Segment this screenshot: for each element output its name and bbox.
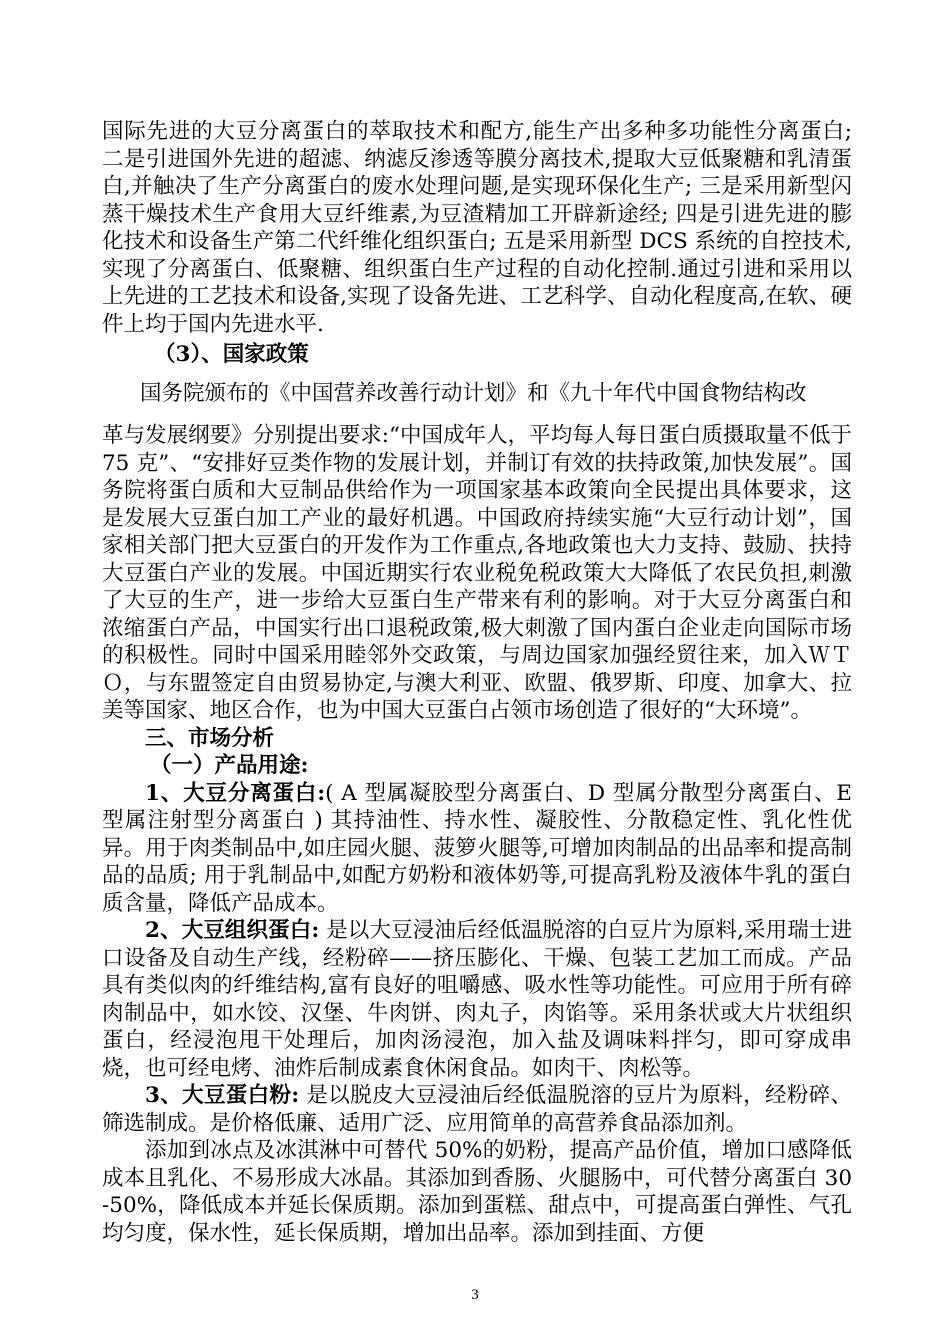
policy-paragraph-first-line: 国务院颁布的《中国营养改善行动计划》和《九十年代中国食物结构改 [140,381,807,406]
item-soy-isolate [102,780,852,918]
policy-paragraph: 革与发展纲要》分别提出要求:“中国成年人，平均每人每日蛋白质摄取量不低于 75 克”、“安排好豆类作物的发展计划，并制订有效的扶持政策,加快发展”。国务院将蛋白质和大豆制品供给作为一项国家基本政策向全民提出具体要求，这是发展大豆蛋白加工产业的最好机遇。中国政府持续实施“大豆行动计划”，国家相关部门把大豆蛋白的开发作为工作重点,各地政策也大力支持、鼓励、扶持大豆蛋白产业的发展。中国近期实行农业税免税政策大大降低了农民负担,刺激了大豆的生产，进一步给大豆蛋白生产带来有利的影响。对于大豆分离蛋白和浓缩蛋白产品，中国实行出口退税政策,极大刺激了国内蛋白企业走向国际市场的积极性。同时中国采用睦邻外交政策，与周边国家加强经贸往来，加入ＷＴＯ，与东盟签定自由贸易协定,与澳大利亚、欧盟、俄罗斯、印度、加拿大、拉美等国家、地区合作，也为中国大豆蛋白占领市场创造了很好的“大环境”。 [102,423,852,723]
document-body [102,118,852,1247]
heading-product-usage: （一）产品用途: [150,753,309,778]
intro-paragraph: 国际先进的大豆分离蛋白的萃取技术和配方,能生产出多种多功能性分离蛋白; 二是引进国外先进的超滤、纳滤反渗透等膜分离技术,提取大豆低聚糖和乳清蛋白,并触决了生产分离蛋白的废水处理问题,是实现环保化生产; 三是采用新型闪蒸干燥技术生产食用大豆纤维素,为豆渣精加工开辟新途经; 四是引进先进的膨化技术和设备生产第二代纤维化组织蛋白; 五是采用新型 DCS 系统的自控技术,实现了分离蛋白、低聚糖、组织蛋白生产过程的自动化控制.通过引进和采用以上先进的工艺技术和设备,实现了设备先进、工艺科学、自动化程度高,在软、硬件上均于国内先进水平. [102,119,852,337]
item-textured-protein [102,917,852,1082]
item-protein-powder [102,1082,852,1137]
item-protein-powder-lead: 3、大豆蛋白粉: [145,1083,300,1108]
page-number: 3 [471,1287,479,1303]
item-protein-powder-text: 是以脱皮大豆浸油后经低温脱溶的豆片为原料，经粉碎、筛选制成。是价格低廉、适用广泛、应用简单的高营养食品添加剂。 [102,1083,852,1136]
heading-national-policy: （3）、国家政策 [154,342,309,367]
item-textured-protein-text: 是以大豆浸油后经低温脱溶的白豆片为原料,采用瑞士进口设备及自动生产线，经粉碎——挤压膨化、干燥、包装工艺加工而成。产品具有类似肉的纤维结构,富有良好的咀嚼感、吸水性等功能性。可应用于所有碎肉制品中，如水饺、汉堡、牛肉饼、肉丸子，肉馅等。采用条状或大片状组织蛋白，经浸泡甩干处理后，加肉汤浸泡，加入盐及调味料拌匀，即可穿成串烧，也可经电烤、油炸后制成素食休闲食品。如肉干、肉松等。 [102,918,853,1081]
item-soy-isolate-text: ( A 型属凝胶型分离蛋白、D 型属分散型分离蛋白、E 型属注射型分离蛋白 ) 其持油性、持水性、凝胶性、分散稳定性、乳化性优异。用于肉类制品中,如庄园火腿、菠箩火腿等,可增加肉制品的出品率和提高制品的品质; 用于乳制品中,如配方奶粉和液体奶等,可提高乳粉及液体牛乳的蛋白质含量，降低产品成本。 [102,780,852,916]
final-paragraph: 添加到冰点及冰淇淋中可替代 50%的奶粉，提高产品价值，增加口感降低成本且乳化、不易形成大冰晶。其添加到香肠、火腿肠中，可代替分离蛋白 30-50%，降低成本并延长保质期。添加到蛋糕、甜点中，可提高蛋白弹性、气孔均匀度，保水性，延长保质期，增加出品率。添加到挂面、方便 [102,1138,852,1246]
item-textured-protein-lead: 2、大豆组织蛋白: [145,918,320,943]
item-soy-isolate-lead: 1、大豆分离蛋白: [145,780,326,806]
heading-market-analysis: 三、市场分析 [145,725,275,751]
